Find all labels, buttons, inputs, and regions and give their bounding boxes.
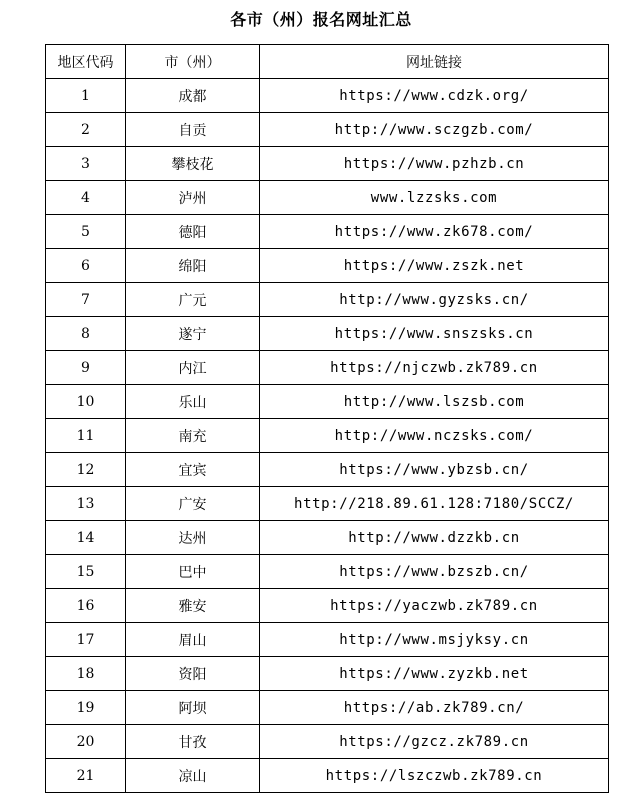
url-link[interactable]: https://lszczwb.zk789.cn: [260, 759, 609, 793]
url-link[interactable]: https://yaczwb.zk789.cn: [260, 589, 609, 623]
city-cell: 自贡: [126, 113, 260, 147]
region-code-cell: 4: [46, 181, 126, 215]
region-code-cell: 6: [46, 249, 126, 283]
table-row: [46, 181, 609, 215]
city-cell: 宜宾: [126, 453, 260, 487]
region-code-cell: 20: [46, 725, 126, 759]
city-cell: 甘孜: [126, 725, 260, 759]
region-code-cell: 1: [46, 79, 126, 113]
url-link[interactable]: https://www.ybzsb.cn/: [260, 453, 609, 487]
city-cell: 遂宁: [126, 317, 260, 351]
region-code-cell: 8: [46, 317, 126, 351]
region-code-cell: 14: [46, 521, 126, 555]
city-cell: 凉山: [126, 759, 260, 793]
table-row: [46, 317, 609, 351]
city-cell: 巴中: [126, 555, 260, 589]
table-row: [46, 385, 609, 419]
url-link[interactable]: https://njczwb.zk789.cn: [260, 351, 609, 385]
region-code-cell: 10: [46, 385, 126, 419]
city-cell: 雅安: [126, 589, 260, 623]
table-row: [46, 657, 609, 691]
region-code-cell: 21: [46, 759, 126, 793]
table-row: [46, 215, 609, 249]
table-row: [46, 691, 609, 725]
region-code-cell: 11: [46, 419, 126, 453]
table-row: [46, 351, 609, 385]
table-row: [46, 453, 609, 487]
url-link[interactable]: http://www.dzzkb.cn: [260, 521, 609, 555]
url-link[interactable]: http://www.lszsb.com: [260, 385, 609, 419]
table-row: [46, 487, 609, 521]
city-cell: 阿坝: [126, 691, 260, 725]
region-code-cell: 18: [46, 657, 126, 691]
city-cell: 资阳: [126, 657, 260, 691]
registration-url-table: [45, 44, 609, 793]
table-row: [46, 759, 609, 793]
region-code-cell: 12: [46, 453, 126, 487]
table-header-row: [46, 45, 609, 79]
url-link[interactable]: https://www.zszk.net: [260, 249, 609, 283]
region-code-cell: 17: [46, 623, 126, 657]
url-link[interactable]: https://www.bzszb.cn/: [260, 555, 609, 589]
url-link[interactable]: https://www.snszsks.cn: [260, 317, 609, 351]
url-link[interactable]: https://www.cdzk.org/: [260, 79, 609, 113]
city-cell: 南充: [126, 419, 260, 453]
city-cell: 内江: [126, 351, 260, 385]
region-code-cell: 3: [46, 147, 126, 181]
city-cell: 广元: [126, 283, 260, 317]
region-code-cell: 5: [46, 215, 126, 249]
table-row: [46, 725, 609, 759]
table-row: [46, 623, 609, 657]
table-row: [46, 249, 609, 283]
city-cell: 德阳: [126, 215, 260, 249]
region-code-cell: 2: [46, 113, 126, 147]
url-link[interactable]: http://www.sczgzb.com/: [260, 113, 609, 147]
region-code-cell: 7: [46, 283, 126, 317]
region-code-cell: 13: [46, 487, 126, 521]
region-code-cell: 19: [46, 691, 126, 725]
table-row: [46, 147, 609, 181]
url-link[interactable]: http://www.nczsks.com/: [260, 419, 609, 453]
city-cell: 乐山: [126, 385, 260, 419]
header-url: 网址链接: [260, 45, 609, 79]
url-link[interactable]: https://ab.zk789.cn/: [260, 691, 609, 725]
url-link[interactable]: https://www.zk678.com/: [260, 215, 609, 249]
city-cell: 绵阳: [126, 249, 260, 283]
table-row: [46, 113, 609, 147]
table-row: [46, 589, 609, 623]
table-row: [46, 419, 609, 453]
region-code-cell: 16: [46, 589, 126, 623]
header-city: 市（州）: [126, 45, 260, 79]
document-title: 各市（州）报名网址汇总: [230, 10, 412, 29]
city-cell: 攀枝花: [126, 147, 260, 181]
city-cell: 广安: [126, 487, 260, 521]
city-cell: 成都: [126, 79, 260, 113]
city-cell: 达州: [126, 521, 260, 555]
url-link[interactable]: https://www.zyzkb.net: [260, 657, 609, 691]
header-region-code: 地区代码: [46, 45, 126, 79]
url-link[interactable]: https://www.pzhzb.cn: [260, 147, 609, 181]
url-link[interactable]: http://www.gyzsks.cn/: [260, 283, 609, 317]
region-code-cell: 9: [46, 351, 126, 385]
city-cell: 泸州: [126, 181, 260, 215]
region-code-cell: 15: [46, 555, 126, 589]
table-row: [46, 555, 609, 589]
url-link[interactable]: http://www.msjyksy.cn: [260, 623, 609, 657]
table-body: [46, 79, 609, 793]
table-row: [46, 283, 609, 317]
city-cell: 眉山: [126, 623, 260, 657]
table-row: [46, 521, 609, 555]
table-row: [46, 79, 609, 113]
url-link[interactable]: http://218.89.61.128:7180/SCCZ/: [260, 487, 609, 521]
url-link[interactable]: www.lzzsks.com: [260, 181, 609, 215]
url-link[interactable]: https://gzcz.zk789.cn: [260, 725, 609, 759]
